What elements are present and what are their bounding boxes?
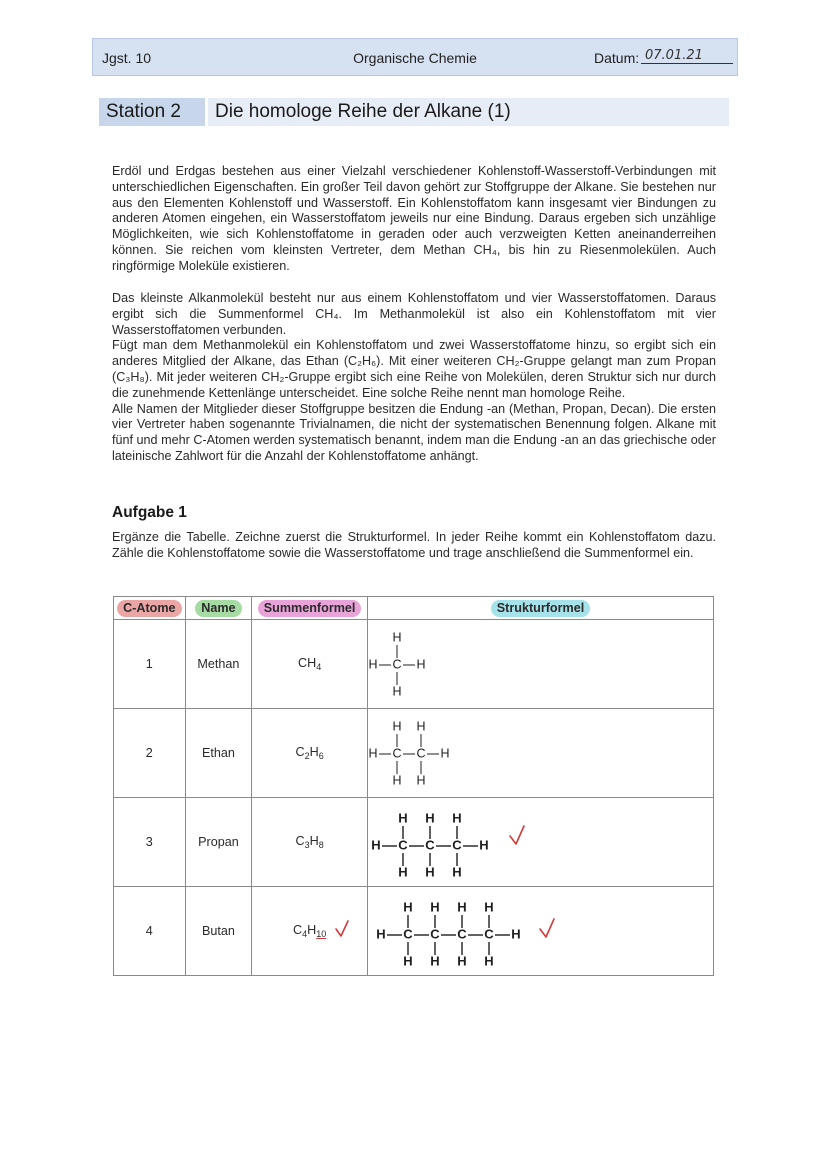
carbon-atom: C bbox=[392, 746, 402, 761]
grade-label: Jgst. 10 bbox=[102, 50, 152, 66]
carbon-atom: C bbox=[452, 837, 462, 853]
station-title: Die homologe Reihe der Alkane (1) bbox=[208, 98, 729, 126]
structure-ethan bbox=[368, 709, 713, 797]
checkmark-icon bbox=[508, 824, 526, 848]
c-count-cell: 4 bbox=[114, 887, 186, 976]
intro-paragraph-1: Erdöl und Erdgas bestehen aus einer Vielzahl verschiedener Kohlenstoff-Wasserstoff-Verbindungen mit unterschiedlichen Eigenschaften. Ein großer Teil davon gehört zur Stoffgruppe der Alkane. Sie bestehen nur aus den Elementen Kohlenstoff und Wasserstoff. Ein Kohlenstoffatom kann insgesamt vier Bindungen zu anderen Atomen eingehen, ein Wasserstoffatom jeweils nur eine Bindung. Daraus ergeben sich unzählige Möglichkeiten, wie sich Kohlenstoffatome in geraden oder auch verzweigten Ketten aneinanderreihen können. Sie reichen vom kleinsten Vertreter, dem Methan CH₄, bis hin zu Riesenmolekülen. Auch ringförmige Moleküle existieren. bbox=[112, 164, 716, 273]
header-molecular-formula: Summenformel bbox=[252, 597, 368, 620]
structure-cell bbox=[367, 887, 713, 976]
c-count-cell: 1 bbox=[114, 620, 186, 709]
header-name: Name bbox=[185, 597, 252, 620]
hydrogen-atom: H bbox=[440, 746, 450, 761]
table-row bbox=[114, 798, 714, 887]
formula-cell: $CH_4$ bbox=[252, 620, 368, 709]
structure-butan bbox=[368, 887, 713, 975]
table-header-row bbox=[114, 597, 714, 620]
hydrogen-atom: H bbox=[457, 899, 467, 915]
name-cell: Propan bbox=[185, 798, 252, 887]
table-row bbox=[114, 620, 714, 709]
structure-cell bbox=[367, 620, 713, 709]
structural-formula-drawing bbox=[368, 620, 713, 708]
hydrogen-atom: H bbox=[368, 657, 378, 672]
hydrogen-atom: H bbox=[392, 684, 402, 699]
hydrogen-atom: H bbox=[376, 926, 386, 942]
hydrogen-atom: H bbox=[398, 810, 408, 826]
hydrogen-atom: H bbox=[368, 746, 378, 761]
checkmark-icon bbox=[334, 919, 350, 939]
hydrogen-atom: H bbox=[371, 837, 381, 853]
carbon-atom: C bbox=[457, 926, 467, 942]
table-row bbox=[114, 887, 714, 976]
carbon-atom: C bbox=[425, 837, 435, 853]
hydrogen-atom: H bbox=[457, 953, 467, 969]
structural-formula-drawing bbox=[368, 709, 713, 797]
formula-cell: $C_2H_6$ bbox=[252, 709, 368, 798]
hydrogen-atom: H bbox=[430, 899, 440, 915]
structure-cell bbox=[367, 709, 713, 798]
hydrogen-atom: H bbox=[484, 953, 494, 969]
structure-cell bbox=[367, 798, 713, 887]
hydrogen-atom: H bbox=[416, 773, 426, 788]
intro-paragraph-2c: Alle Namen der Mitglieder dieser Stoffgruppe besitzen die Endung -an (Methan, Propan, Decan). Die ersten vier Vertreter haben sogenannte Trivialnamen, die nicht der systematischen Benennung folgen. Alkane mit fünf und mehr C-Atomen werden systematisch benannt, indem man die Endung -an an das griechische oder lateinische Zahlwort für die Anzahl der Kohlenstoffatome anhängt. bbox=[112, 401, 716, 463]
hydrogen-atom: H bbox=[479, 837, 489, 853]
station-label: Station 2 bbox=[99, 98, 205, 126]
hydrogen-atom: H bbox=[392, 630, 402, 645]
hydrogen-atom: H bbox=[392, 719, 402, 734]
hydrogen-atom: H bbox=[392, 773, 402, 788]
carbon-atom: C bbox=[403, 926, 413, 942]
header-structural-formula: Strukturformel bbox=[367, 597, 713, 620]
carbon-atom: C bbox=[484, 926, 494, 942]
formula-cell: $C_4H_{10}$ bbox=[252, 887, 368, 976]
carbon-atom: C bbox=[416, 746, 426, 761]
name-cell: Butan bbox=[185, 887, 252, 976]
intro-paragraph-2 bbox=[112, 291, 716, 465]
name-cell: Ethan bbox=[185, 709, 252, 798]
date-label: Datum: bbox=[594, 50, 640, 66]
hydrogen-atom: H bbox=[416, 719, 426, 734]
c-count-cell: 2 bbox=[114, 709, 186, 798]
hydrogen-atom: H bbox=[425, 864, 435, 880]
hydrogen-atom: H bbox=[452, 810, 462, 826]
header-c-atoms: C-Atome bbox=[114, 597, 186, 620]
hydrogen-atom: H bbox=[403, 899, 413, 915]
table-row bbox=[114, 709, 714, 798]
carbon-atom: C bbox=[430, 926, 440, 942]
task-heading: Aufgabe 1 bbox=[112, 504, 187, 521]
name-cell: Methan bbox=[185, 620, 252, 709]
subject-label: Organische Chemie bbox=[353, 50, 477, 66]
structure-propan bbox=[368, 798, 713, 886]
alkane-table bbox=[113, 596, 714, 976]
date-value: 07.01.21 bbox=[641, 48, 733, 64]
hydrogen-atom: H bbox=[484, 899, 494, 915]
hydrogen-atom: H bbox=[430, 953, 440, 969]
hydrogen-atom: H bbox=[452, 864, 462, 880]
checkmark-icon bbox=[538, 917, 556, 941]
worksheet-header bbox=[92, 38, 738, 76]
carbon-atom: C bbox=[392, 657, 402, 672]
c-count-cell: 3 bbox=[114, 798, 186, 887]
hydrogen-atom: H bbox=[398, 864, 408, 880]
hydrogen-atom: H bbox=[403, 953, 413, 969]
hydrogen-atom: H bbox=[416, 657, 426, 672]
structure-methan bbox=[368, 620, 713, 708]
structural-formula-drawing bbox=[368, 798, 713, 886]
hydrogen-atom: H bbox=[511, 926, 521, 942]
task-text: Ergänze die Tabelle. Zeichne zuerst die Strukturformel. In jeder Reihe kommt ein Kohlenstoffatom dazu. Zähle die Kohlenstoffatome sowie die Wasserstoffatome und trage anschließend die Summenformel ein. bbox=[112, 530, 716, 560]
intro-paragraph-2a: Das kleinste Alkanmolekül besteht nur aus einem Kohlenstoffatom und vier Wasserstoffatomen. Daraus ergibt sich die Summenformel CH₄. Im Methanmolekül ist also ein Kohlenstoffatom mit vier Wasserstoffatomen verbunden. bbox=[112, 291, 716, 337]
hydrogen-atom: H bbox=[425, 810, 435, 826]
intro-paragraph-2b: Fügt man dem Methanmolekül ein Kohlenstoffatom und zwei Wasserstoffatome hinzu, so ergibt sich ein anderes Mitglied der Alkane, das Ethan (C₂H₆). Mit einer weiteren CH₂-Gruppe gelangt man zum Propan (C₃H₈). Mit jeder weiteren CH₂-Gruppe ergibt sich eine Reihe von Molekülen, deren Struktur sich nur durch die zunehmende Kettenlänge unterscheidet. Eine solche Reihe nennt man homologe Reihe. bbox=[112, 338, 716, 400]
formula-cell: $C_3H_8$ bbox=[252, 798, 368, 887]
carbon-atom: C bbox=[398, 837, 408, 853]
